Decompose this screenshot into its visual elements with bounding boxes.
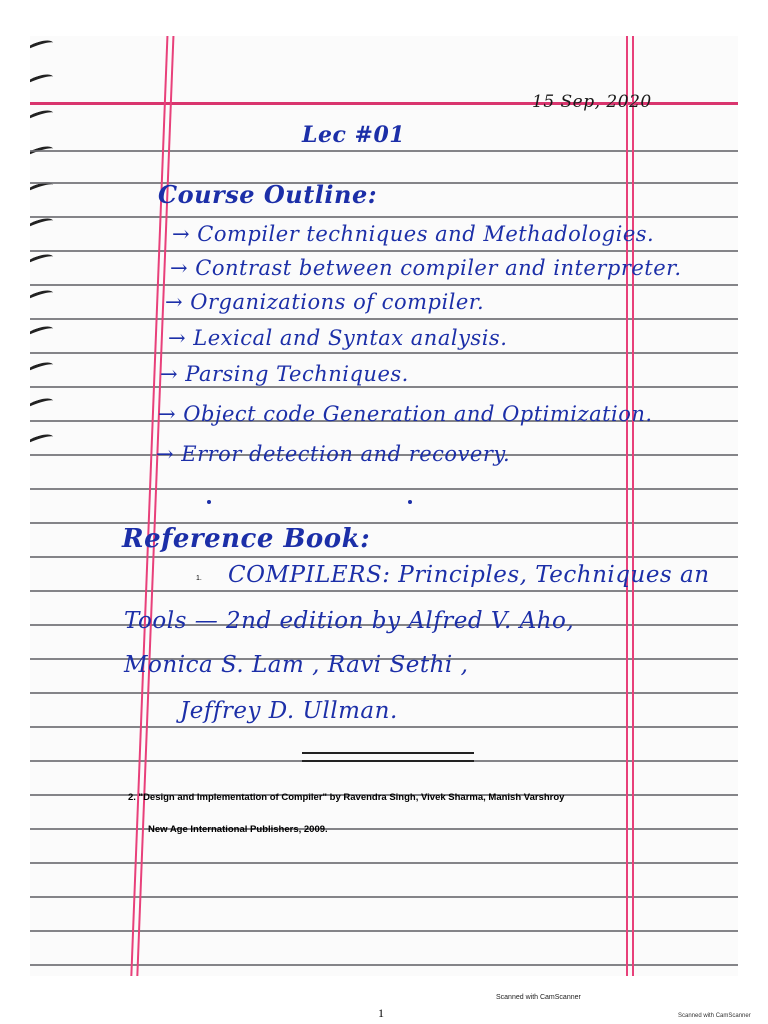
outline-item: → Object code Generation and Optimization. xyxy=(158,402,653,426)
right-margin-line xyxy=(632,36,634,976)
spiral-ring xyxy=(30,288,55,308)
book1-line: COMPILERS: Principles, Techniques an xyxy=(228,562,710,588)
course-outline-heading: Course Outline: xyxy=(158,180,378,209)
page-number: 1 xyxy=(378,1006,384,1020)
spiral-ring xyxy=(30,252,55,272)
book-number: 1. xyxy=(196,575,202,582)
spiral-ring xyxy=(30,72,55,92)
reference-book-heading: Reference Book: xyxy=(122,524,371,554)
underline-mark xyxy=(302,760,474,762)
outline-item: → Contrast between compiler and interpreter. xyxy=(170,256,682,280)
spiral-ring xyxy=(30,216,55,236)
camscanner-label-small: Scanned with CamScanner xyxy=(678,1013,751,1019)
camscanner-label: Scanned with CamScanner xyxy=(496,994,581,1001)
spiral-ring xyxy=(30,144,55,164)
outline-item: → Compiler techniques and Methadologies. xyxy=(172,222,655,246)
spiral-ring xyxy=(30,360,55,380)
book1-line: Monica S. Lam , Ravi Sethi , xyxy=(124,652,469,678)
underline-mark xyxy=(302,752,474,754)
book2-citation: 2. "Design and Implementation of Compiler" by Ravendra Singh, Vivek Sharma, Manish Varshroy xyxy=(128,792,565,803)
book1-line: Jeffrey D. Ullman. xyxy=(180,698,398,724)
outline-item: → Lexical and Syntax analysis. xyxy=(168,326,508,350)
spiral-ring xyxy=(30,396,55,416)
left-margin-line xyxy=(129,36,169,976)
book2-publisher: New Age International Publishers, 2009. xyxy=(148,824,328,835)
date-text: 15 Sep, 2020 xyxy=(532,92,652,112)
notebook-page xyxy=(30,36,738,976)
lecture-title: Lec #01 xyxy=(302,122,406,148)
spiral-ring xyxy=(30,432,55,452)
spiral-ring xyxy=(30,324,55,344)
outline-item: → Parsing Techniques. xyxy=(160,362,409,386)
outline-item: → Error detection and recovery. xyxy=(156,442,511,466)
ink-dot xyxy=(408,500,412,504)
spiral-ring xyxy=(30,108,55,128)
spiral-ring xyxy=(30,38,55,58)
right-margin-line xyxy=(626,36,628,976)
outline-item: → Organizations of compiler. xyxy=(165,290,485,314)
left-margin-line xyxy=(135,36,175,976)
book1-line: Tools — 2nd edition by Alfred V. Aho, xyxy=(124,608,575,634)
ink-dot xyxy=(207,500,211,504)
